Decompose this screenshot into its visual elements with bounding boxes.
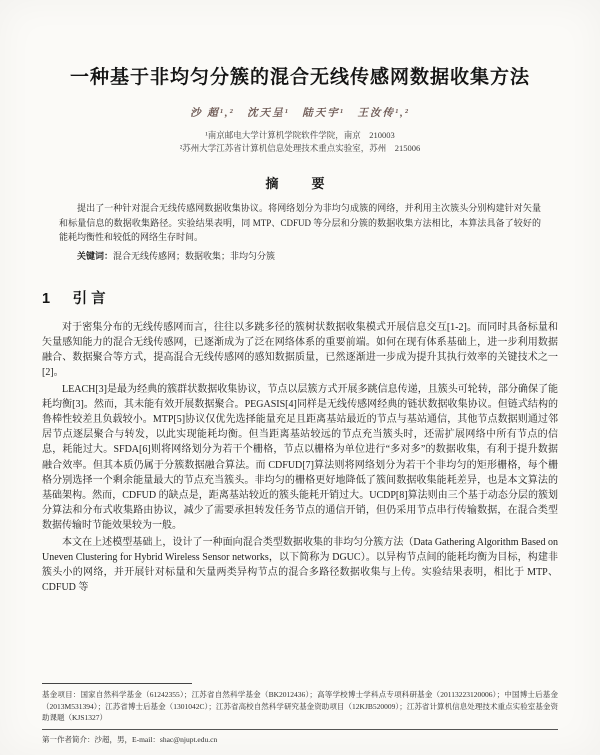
affiliation-1: ¹南京邮电大学计算机学院软件学院，南京 210003	[205, 130, 395, 140]
page-title: 一种基于非均匀分簇的混合无线传感网数据收集方法	[69, 67, 530, 88]
authors-line: 沙 超¹,² 沈天呈¹ 陆天宇¹ 王汝传¹,²	[190, 108, 410, 119]
affiliations	[42, 129, 558, 155]
paragraph-2: LEACH[3]是最为经典的簇群状数据收集协议，节点以层簇方式开展多跳信息传递，且簇头可轮转，部分确保了能耗均衡[3]。然而，其未能有效开展数据聚合。PEGASIS[4]同样是无线传感网经典的链状数据收集协议。但链式结构的鲁棒性较差且负载较小。MTP[5]协议仅优先选择能量充足且距离基站最近的节点与基站通信，其他节点数据则通过邻居节点逐层聚合与转发，以此实现能耗均衡。但当距离基站较远的节点充当簇头时，还需扩展网络中所有节点的信息，耗能过大。SFDA[6]则将网络划分为若干个栅格，节点以栅格为单位进行“多对多”的数据收集，有利于提升数据融合效率。但其本质仍属于分簇数据融合算法。而 CDFUD[7]算法则将网络划分为若干个非均匀的矩形栅格，每个栅格分别选择一个剩余能量最大的节点充当簇头。非均匀的栅格更好地降低了簇间数据收集能耗差异，也是本文算法的基础架构。然而，CDFUD 的缺点是，距离基站较近的簇头能耗开销过大。UCDP[8]算法则由三个基于动态分层的簇划分算法和分布式收集路由协议，减少了需要承担转发任务节点的通信开销，但仍采用节点串行传输数据，在混合类型数据传输时节能效果较为一般。	[42, 383, 558, 532]
keywords-text: 混合无线传感网；数据收集；非均匀分簇	[113, 250, 276, 261]
keywords-line	[59, 249, 541, 263]
abstract-body: 提出了一种针对混合无线传感网数据收集协议。将网络划分为非均匀成簇的网络，并利用主次簇头分别构建针对矢量和标量信息的数据收集路径。实验结果表明，同 MTP、CDFUD 等分层和分簇的数据收集方法相比，本算法具备了较好的能耗均衡性和较低的网络生存时间。	[59, 203, 541, 243]
bio-divider	[42, 729, 558, 730]
abstract-heading: 摘 要	[265, 176, 335, 192]
keywords-label: 关键词：	[77, 250, 114, 261]
section-1-heading: 1 引言	[42, 290, 110, 307]
funding-divider	[42, 683, 192, 684]
funding-note: 基金项目：国家自然科学基金（61242355）；江苏省自然科学基金（BK2012436）；高等学校博士学科点专项科研基金（20113223120006）；中国博士后基金（2013M531394）；江苏省博士后基金（1301042C）；江苏省高校自然科学研究基金资助项目（12KJB520009）；江苏省计算机信息处理技术重点实验室基金资助课题（KJS1327）	[42, 690, 558, 723]
author-bio: 第一作者简介：沙超，男，E-mail：shac@njupt.edu.cn	[42, 735, 218, 744]
paragraph-3: 本文在上述模型基础上，设计了一种面向混合类型数据收集的非均匀分簇方法（Data Gathering Algorithm Based on Uneven Clustering for Hybrid Wireless Sensor networks，以下简称为 DGUC）。以异构节点间的能耗均衡为目标，构建非簇头小的网络，并开展针对标量和矢量两类异构节点的混合多路径数据收集与上传。实验结果表明，相比于 MTP、CDFUD 等	[42, 536, 558, 594]
affiliation-2: ²苏州大学江苏省计算机信息处理技术重点实验室，苏州 215006	[179, 143, 421, 154]
abstract-block	[59, 173, 541, 263]
section-1-body	[42, 320, 558, 595]
footnote-area	[42, 683, 558, 745]
paragraph-1: 对于密集分布的无线传感网而言，往往以多跳多径的簇树状数据收集模式开展信息交互[1-2]。而同时具备标量和矢量感知能力的混合无线传感网，已逐渐成为了泛在网络体系的重要前端。如何在现有体系基础上，进一步利用数据融合、数据聚合等方式，提高混合无线传感网的感知数据质量，已然逐渐进一步成为提升其执行效率的关键技术之一[2]。	[42, 321, 558, 379]
